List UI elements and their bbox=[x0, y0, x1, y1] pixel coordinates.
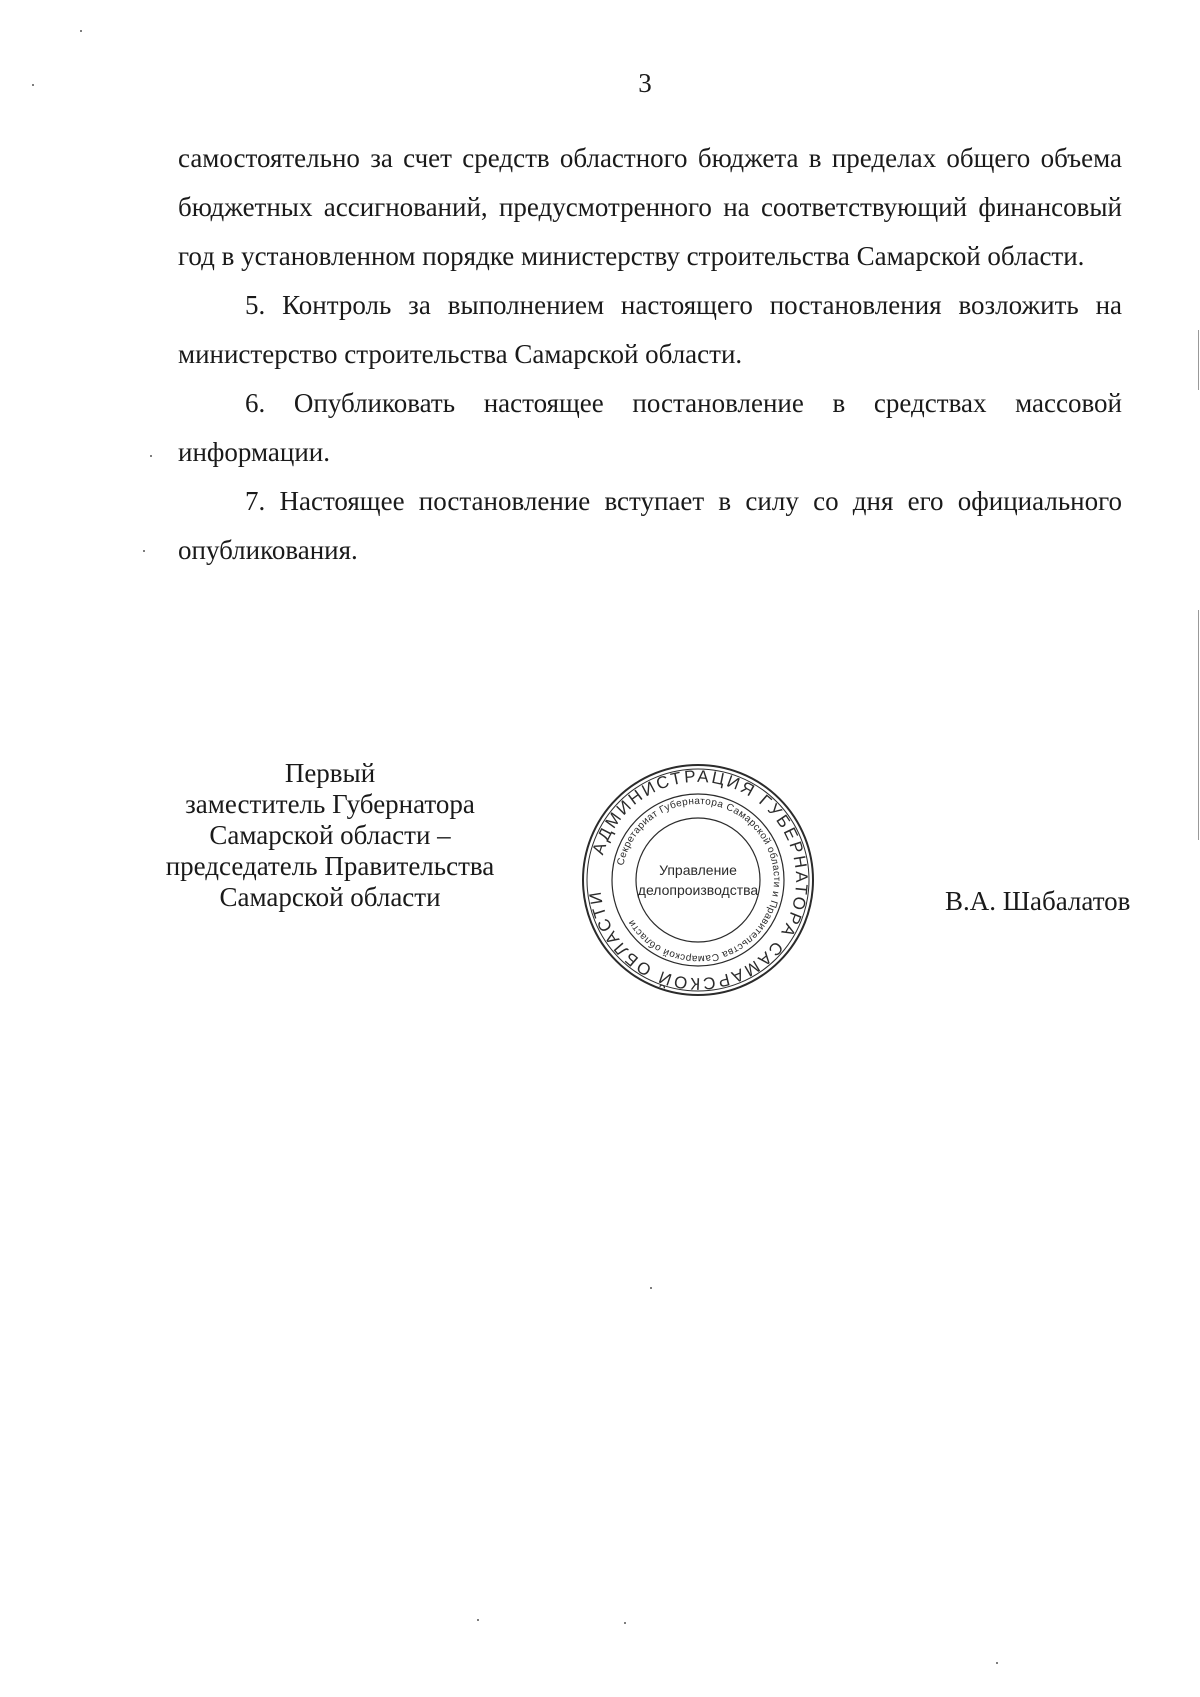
scan-speck bbox=[650, 1287, 652, 1289]
scan-speck bbox=[477, 1619, 479, 1621]
document-body bbox=[178, 134, 1122, 575]
signatory-position bbox=[150, 758, 510, 913]
scan-speck bbox=[624, 1622, 626, 1624]
scan-edge-line bbox=[1198, 330, 1199, 390]
scan-speck bbox=[150, 455, 152, 457]
seal-inner-text: Секретариат Губернатора Самарской области и Правительства Самарской области bbox=[615, 795, 783, 965]
position-line: Самарской области bbox=[219, 882, 441, 912]
paragraph-item-7: 7. Настоящее постановление вступает в силу со дня его официального опубликования. bbox=[178, 486, 1122, 565]
seal-graphic bbox=[578, 760, 818, 1000]
seal-center-line-1: Управление bbox=[659, 862, 737, 878]
position-line: заместитель Губернатора bbox=[185, 789, 475, 819]
paragraph-item-5: 5. Контроль за выполнением настоящего постановления возложить на министерство строительства Самарской области. bbox=[178, 290, 1122, 369]
paragraph-continuation: самостоятельно за счет средств областного бюджета в пределах общего объема бюджетных ассигнований, предусмотренного на соответствующий финансовый год в установленном порядке министерству строительства Самарской области. bbox=[178, 143, 1122, 271]
scan-speck bbox=[143, 550, 145, 552]
seal-outer-text: АДМИНИСТРАЦИЯ ГУБЕРНАТОРА САМАРСКОЙ ОБЛАСТИ bbox=[585, 766, 812, 994]
position-line: председатель Правительства bbox=[165, 851, 495, 881]
seal-center-line-2: делопроизводства bbox=[637, 882, 759, 898]
scan-edge-line bbox=[1198, 610, 1199, 840]
scan-speck bbox=[80, 30, 82, 32]
scan-speck bbox=[996, 1662, 998, 1664]
position-line: Первый bbox=[284, 758, 376, 788]
official-seal bbox=[578, 760, 818, 1000]
page-number: 3 bbox=[638, 68, 652, 98]
position-line: Самарской области – bbox=[209, 820, 451, 850]
paragraph-item-6: 6. Опубликовать настоящее постановление в средствах массовой информации. bbox=[178, 388, 1122, 467]
scan-speck bbox=[32, 84, 34, 86]
signatory-name: В.А. Шабалатов bbox=[945, 886, 1131, 916]
